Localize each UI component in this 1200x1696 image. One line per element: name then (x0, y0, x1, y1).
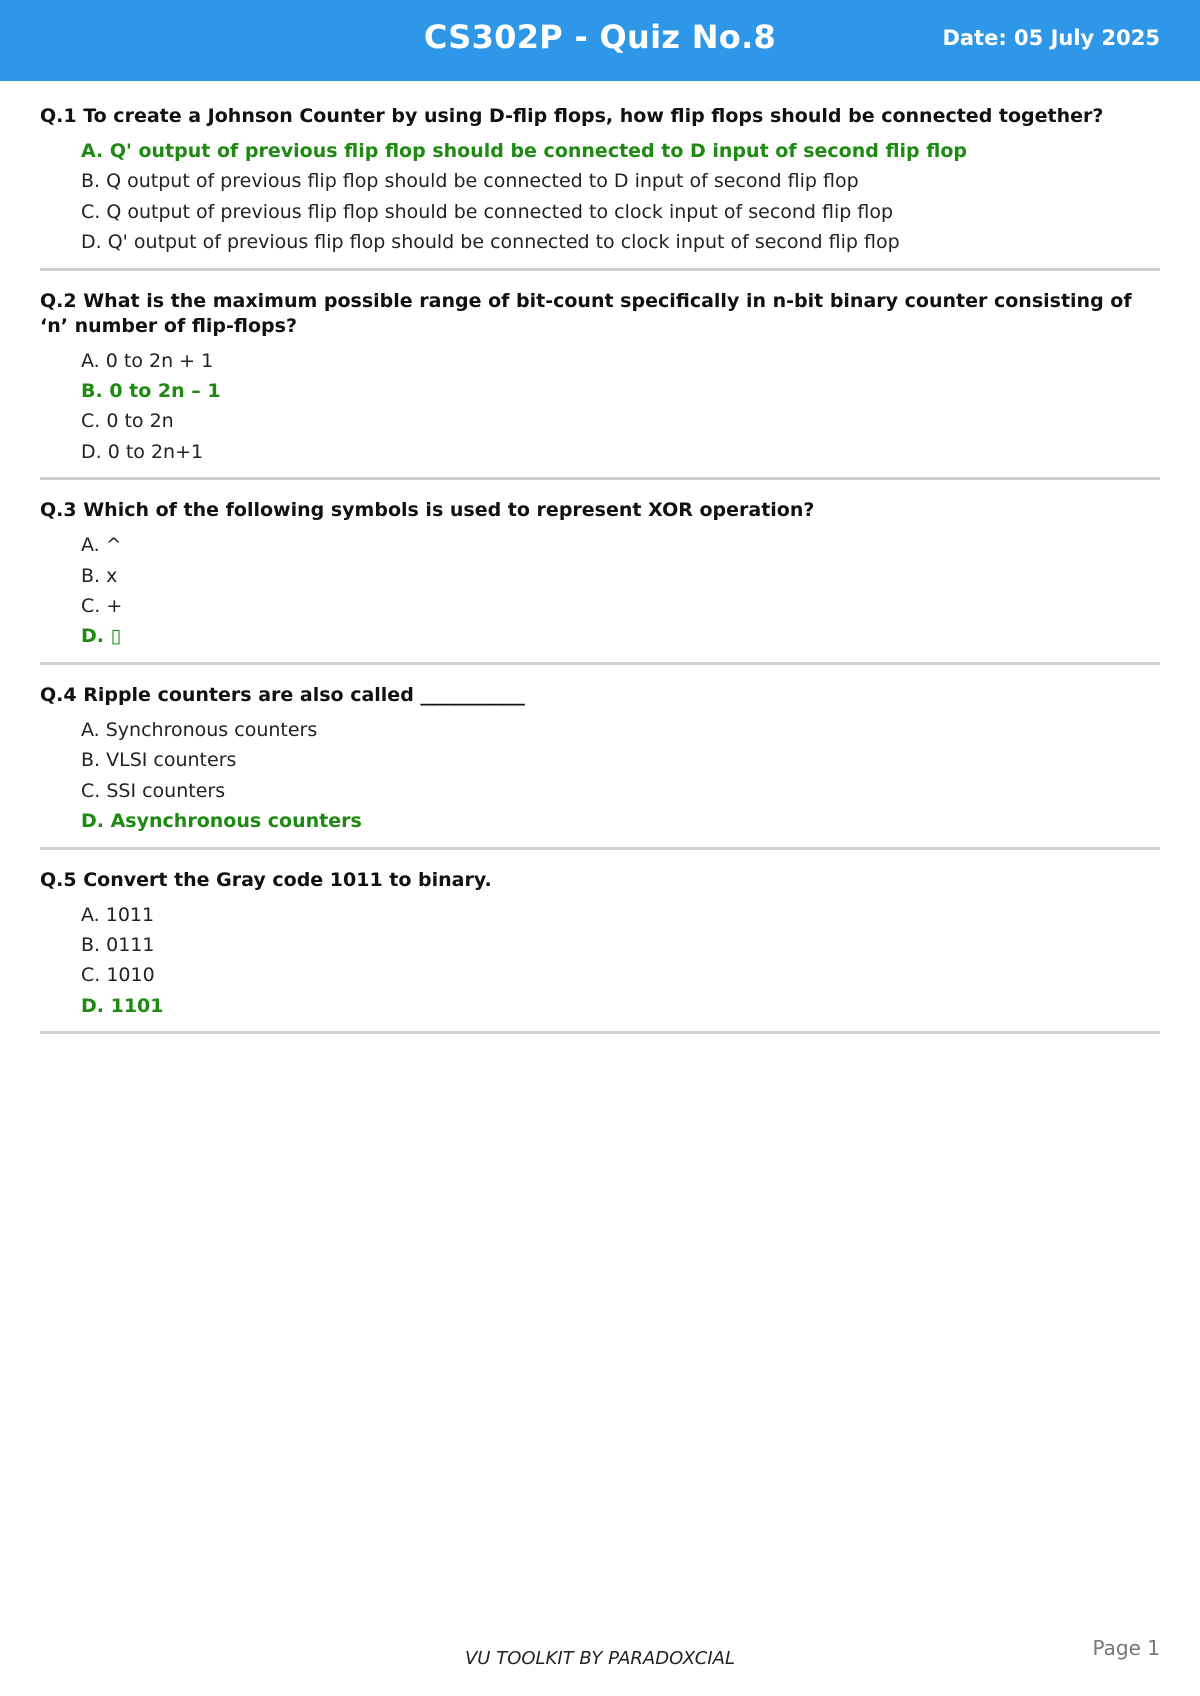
answer-option: B. 0111 (81, 933, 155, 956)
question-text: Q.1 To create a Johnson Counter by using D-flip flops, how flip flops should be connected together? (40, 105, 1104, 127)
option-list (40, 136, 1160, 258)
option-list (40, 346, 1160, 468)
quiz-content (40, 104, 1160, 1052)
answer-option-correct: D. ▯ (81, 625, 122, 648)
option-list (40, 530, 1160, 652)
question-block-2 (40, 289, 1160, 481)
answer-option: B. Q output of previous flip flop should be connected to D input of second flip flop (81, 170, 859, 193)
page-title: CS302P - Quiz No.8 (423, 18, 777, 56)
question-block-3 (40, 498, 1160, 665)
option-list (40, 715, 1160, 837)
answer-option-correct: D. 1101 (81, 994, 164, 1017)
question-text: Q.3 Which of the following symbols is used to represent XOR operation? (40, 499, 815, 522)
answer-option: A. 0 to 2n + 1 (81, 349, 214, 372)
answer-option: C. 1010 (81, 964, 155, 987)
answer-option: B. x (81, 564, 118, 587)
answer-option: A. 1011 (81, 903, 155, 926)
answer-option: A. ^ (81, 534, 122, 557)
answer-option-correct: B. 0 to 2n – 1 (81, 380, 221, 403)
answer-option: C. 0 to 2n (81, 410, 174, 433)
question-block-5 (40, 868, 1160, 1035)
answer-option: A. Synchronous counters (81, 718, 318, 741)
header-bar (0, 0, 1200, 81)
option-list (40, 900, 1160, 1022)
answer-option: C. + (81, 595, 123, 618)
answer-option: B. VLSI counters (81, 749, 237, 772)
quiz-date: Date: 05 July 2025 (942, 26, 1160, 50)
footer-brand: VU TOOLKIT BY PARADOXCIAL (464, 1648, 736, 1669)
question-text: Q.5 Convert the Gray code 1011 to binary. (40, 868, 492, 891)
answer-option: D. 0 to 2n+1 (81, 440, 204, 463)
answer-option: D. Q' output of previous flip flop should be connected to clock input of second flip flop (81, 231, 900, 254)
question-list (40, 104, 1160, 1034)
answer-option-correct: D. Asynchronous counters (81, 810, 362, 833)
answer-option: C. SSI counters (81, 779, 226, 802)
answer-option-correct: A. Q' output of previous flip flop should be connected to D input of second flip flop (81, 140, 967, 162)
answer-option: C. Q output of previous flip flop should be connected to clock input of second flip flop (81, 200, 894, 223)
question-block-4 (40, 683, 1160, 850)
question-text: Q.2 What is the maximum possible range of bit-count specifically in n-bit binary counter consisting of ‘n’ number of flip-flops? (40, 289, 1132, 337)
page-number: Page 1 (1092, 1636, 1160, 1660)
question-block-1 (40, 104, 1160, 271)
question-text: Q.4 Ripple counters are also called ___________ (40, 683, 525, 706)
